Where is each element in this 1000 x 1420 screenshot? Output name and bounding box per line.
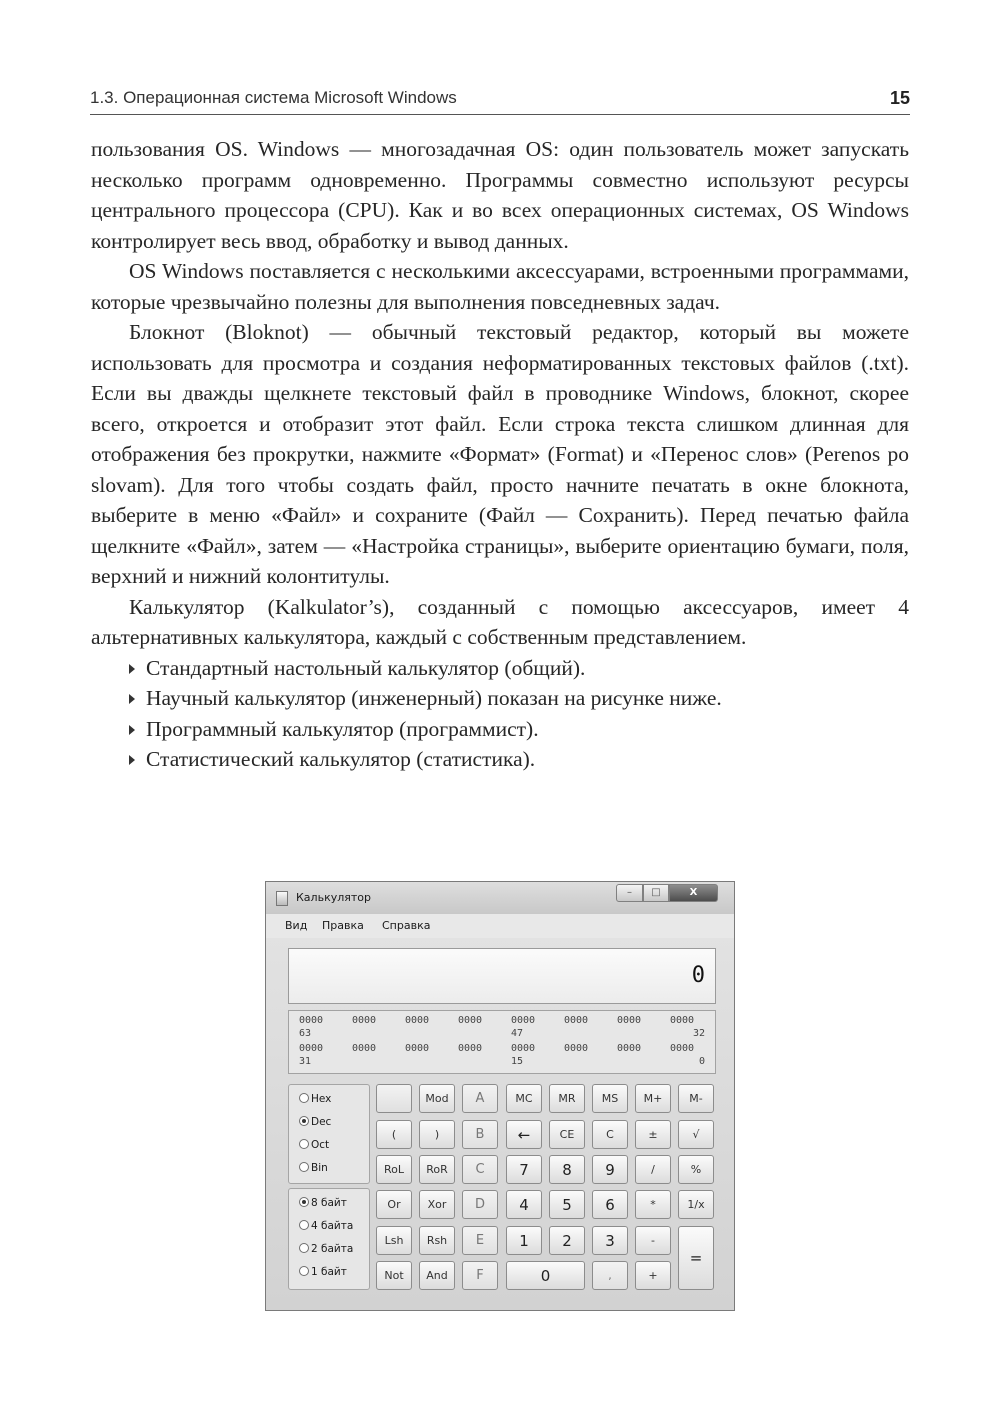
paragraph: OS Windows поставляется с несколькими аксессуарами, встроенными программами, которые чрезвычайно полезны для выполнения повседневных задач. bbox=[91, 259, 909, 314]
digit-8-key[interactable]: 8 bbox=[549, 1155, 585, 1184]
bit-group[interactable]: 0000 bbox=[352, 1015, 377, 1026]
digit-5-key[interactable]: 5 bbox=[549, 1190, 585, 1219]
calculator-app-icon bbox=[276, 891, 288, 906]
bit-group[interactable]: 0000 bbox=[511, 1043, 536, 1054]
maximize-button[interactable]: □ bbox=[643, 884, 669, 902]
running-header bbox=[90, 88, 910, 115]
digit-3-key[interactable]: 3 bbox=[592, 1226, 628, 1255]
bit-index-label: 63 bbox=[299, 1028, 312, 1039]
digit-9-key[interactable]: 9 bbox=[592, 1155, 628, 1184]
hex-e-key[interactable]: E bbox=[462, 1226, 498, 1255]
sqrt-key[interactable]: √ bbox=[678, 1120, 714, 1149]
bit-group[interactable]: 0000 bbox=[564, 1043, 589, 1054]
add-key[interactable]: + bbox=[635, 1261, 671, 1290]
bit-group[interactable]: 0000 bbox=[670, 1015, 695, 1026]
list-item: Научный калькулятор (инженерный) показан на рисунке ниже. bbox=[129, 683, 909, 714]
clear-entry-key[interactable]: CE bbox=[549, 1120, 585, 1149]
bit-group[interactable]: 0000 bbox=[405, 1015, 430, 1026]
digit-7-key[interactable]: 7 bbox=[506, 1155, 542, 1184]
bit-group[interactable]: 0000 bbox=[458, 1043, 483, 1054]
menu-bar bbox=[266, 914, 734, 938]
rotate-right-key[interactable]: RoR bbox=[419, 1155, 455, 1184]
memory-clear-key[interactable]: MC bbox=[506, 1084, 542, 1113]
radio-qword[interactable] bbox=[299, 1197, 347, 1209]
reciprocal-key[interactable]: 1/x bbox=[678, 1190, 714, 1219]
radio-byte[interactable] bbox=[299, 1266, 347, 1278]
digit-6-key[interactable]: 6 bbox=[592, 1190, 628, 1219]
paragraph: Калькулятор (Kalkulator’s), созданный с помощью аксессуаров, имеет 4 альтернативных калькулятора, каждый с собственным представлением. bbox=[91, 594, 909, 649]
close-paren-key[interactable]: ) bbox=[419, 1120, 455, 1149]
bit-index-label: 15 bbox=[511, 1056, 524, 1067]
menu-view[interactable]: Вид bbox=[285, 919, 308, 932]
bit-index-label: 31 bbox=[299, 1056, 312, 1067]
clear-key[interactable]: C bbox=[592, 1120, 628, 1149]
bit-group[interactable]: 0000 bbox=[617, 1015, 642, 1026]
menu-edit[interactable]: Правка bbox=[322, 919, 364, 932]
radio-indicator bbox=[299, 1116, 309, 1126]
list-item: Программный калькулятор (программист). bbox=[129, 714, 909, 745]
bit-group[interactable]: 0000 bbox=[405, 1043, 430, 1054]
radio-indicator bbox=[299, 1243, 309, 1253]
equals-key[interactable]: = bbox=[678, 1226, 714, 1290]
radio-label: 1 байт bbox=[311, 1266, 347, 1278]
bit-group[interactable]: 0000 bbox=[511, 1015, 536, 1026]
hex-c-key[interactable]: C bbox=[462, 1155, 498, 1184]
radio-label: 2 байта bbox=[311, 1243, 354, 1255]
memory-store-key[interactable]: MS bbox=[592, 1084, 628, 1113]
bit-display bbox=[288, 1010, 716, 1074]
radio-oct[interactable] bbox=[299, 1139, 329, 1151]
page-number: 15 bbox=[889, 88, 910, 108]
percent-key[interactable]: % bbox=[678, 1155, 714, 1184]
radio-indicator bbox=[299, 1139, 309, 1149]
hex-a-key[interactable]: A bbox=[462, 1084, 498, 1113]
radio-indicator bbox=[299, 1266, 309, 1276]
list-item: Статистический калькулятор (статистика). bbox=[129, 744, 909, 775]
blank-key bbox=[376, 1084, 412, 1113]
digit-4-key[interactable]: 4 bbox=[506, 1190, 542, 1219]
digit-1-key[interactable]: 1 bbox=[506, 1226, 542, 1255]
bit-group[interactable]: 0000 bbox=[299, 1015, 324, 1026]
memory-subtract-key[interactable]: M- bbox=[678, 1084, 714, 1113]
decimal-key[interactable]: , bbox=[592, 1261, 628, 1290]
calculator-window bbox=[265, 881, 735, 1311]
radio-label: Dec bbox=[311, 1116, 332, 1128]
minimize-button[interactable]: – bbox=[616, 884, 643, 902]
negate-key[interactable]: ± bbox=[635, 1120, 671, 1149]
subtract-key[interactable]: - bbox=[635, 1226, 671, 1255]
bit-group[interactable]: 0000 bbox=[299, 1043, 324, 1054]
radio-indicator bbox=[299, 1220, 309, 1230]
bit-group[interactable]: 0000 bbox=[564, 1015, 589, 1026]
list-item: Стандартный настольный калькулятор (общий). bbox=[129, 653, 909, 684]
radio-label: Hex bbox=[311, 1093, 332, 1105]
bit-group[interactable]: 0000 bbox=[670, 1043, 695, 1054]
menu-help[interactable]: Справка bbox=[382, 919, 431, 932]
display-value: 0 bbox=[691, 963, 705, 988]
paragraph: Блокнот (Bloknot) — обычный текстовый редактор, который вы можете использовать для просмотра и создания неформатированных текстовых файлов (.txt). Если вы дважды щелкнете текстовый файл в проводнике Windows, блокнот, скорее всего, откроется и отобразит этот файл. Если строка текста слишком длинная для отображения без прокрутки, нажмите «Формат» (Format) и «Перенос слов» (Perenos po slovam). Для того чтобы создать файл, просто начните печатать в окне блокнота, выберите в меню «Файл» и сохраните (Файл — Сохранить). Перед печатью файла щелкните «Файл», затем — «Настройка страницы», выберите ориентацию бумаги, поля, верхний и нижний колонтитулы. bbox=[91, 320, 909, 588]
right-shift-key[interactable]: Rsh bbox=[419, 1226, 455, 1255]
radio-indicator bbox=[299, 1093, 309, 1103]
hex-b-key[interactable]: B bbox=[462, 1120, 498, 1149]
digit-0-key[interactable]: 0 bbox=[506, 1261, 585, 1290]
paragraph: пользования OS. Windows — многозадачная OS: один пользователь может запускать несколько программ одновременно. Программы совместно используют ресурсы центрального процессора (CPU). Как и во всех операционных системах, OS Windows контролирует весь ввод, обработку и вывод данных. bbox=[91, 137, 909, 253]
backspace-key[interactable]: ← bbox=[506, 1120, 542, 1149]
radio-indicator bbox=[299, 1197, 309, 1207]
radio-bin[interactable] bbox=[299, 1162, 328, 1174]
not-key[interactable]: Not bbox=[376, 1261, 412, 1290]
rotate-left-key[interactable]: RoL bbox=[376, 1155, 412, 1184]
mod-key[interactable]: Mod bbox=[419, 1084, 455, 1113]
radio-word[interactable] bbox=[299, 1243, 353, 1255]
word-size-group bbox=[288, 1188, 370, 1290]
or-key[interactable]: Or bbox=[376, 1190, 412, 1219]
radix-group bbox=[288, 1084, 370, 1184]
bit-index-label: 32 bbox=[692, 1028, 705, 1039]
hex-d-key[interactable]: D bbox=[462, 1190, 498, 1219]
and-key[interactable]: And bbox=[419, 1261, 455, 1290]
left-shift-key[interactable]: Lsh bbox=[376, 1226, 412, 1255]
radio-indicator bbox=[299, 1162, 309, 1172]
bit-group[interactable]: 0000 bbox=[352, 1043, 377, 1054]
radio-label: Bin bbox=[311, 1162, 328, 1174]
window-title: Калькулятор bbox=[296, 891, 371, 904]
radio-label: Oct bbox=[311, 1139, 330, 1151]
bit-index-label: 47 bbox=[511, 1028, 524, 1039]
radio-label: 4 байта bbox=[311, 1220, 354, 1232]
display bbox=[288, 948, 716, 1004]
digit-2-key[interactable]: 2 bbox=[549, 1226, 585, 1255]
radio-hex[interactable] bbox=[299, 1093, 331, 1105]
close-button[interactable]: X bbox=[669, 884, 718, 902]
radio-dec[interactable] bbox=[299, 1116, 331, 1128]
memory-recall-key[interactable]: MR bbox=[549, 1084, 585, 1113]
radio-dword[interactable] bbox=[299, 1220, 353, 1232]
bit-group[interactable]: 0000 bbox=[458, 1015, 483, 1026]
open-paren-key[interactable]: ( bbox=[376, 1120, 412, 1149]
chapter-title: 1.3. Операционная система Microsoft Windows bbox=[90, 88, 457, 107]
memory-add-key[interactable]: M+ bbox=[635, 1084, 671, 1113]
calculator-types-list bbox=[91, 653, 909, 775]
divide-key[interactable]: / bbox=[635, 1155, 671, 1184]
bit-group[interactable]: 0000 bbox=[617, 1043, 642, 1054]
multiply-key[interactable]: * bbox=[635, 1190, 671, 1219]
bit-index-label: 0 bbox=[698, 1056, 705, 1067]
xor-key[interactable]: Xor bbox=[419, 1190, 455, 1219]
title-bar bbox=[266, 882, 734, 914]
body-text bbox=[91, 134, 909, 775]
radio-label: 8 байт bbox=[311, 1197, 347, 1209]
hex-f-key[interactable]: F bbox=[462, 1261, 498, 1290]
